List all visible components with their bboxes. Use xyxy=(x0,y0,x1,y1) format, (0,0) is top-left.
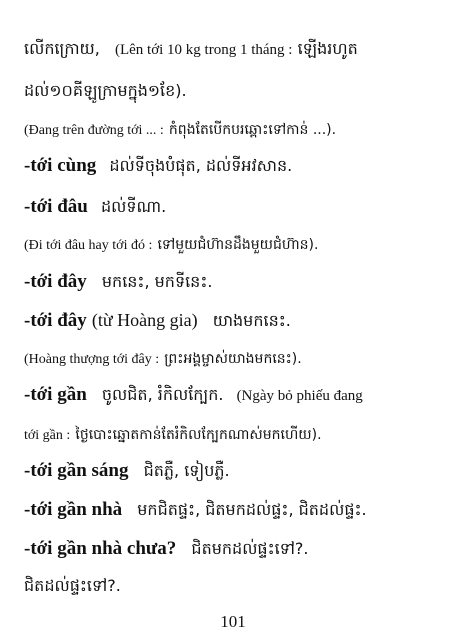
entry-line-13 xyxy=(24,499,452,521)
khmer-translation: ទៅមួយជំហ៊ានដឹងមួយជំហ៊ាន). xyxy=(157,237,319,253)
vietnamese-example: (Đang trên đường tới ... : xyxy=(24,123,164,138)
vietnamese-example: (Hoàng thượng tới đây : xyxy=(24,352,160,367)
headword: -tới gần sáng xyxy=(24,460,129,481)
entry-line-14 xyxy=(24,538,452,560)
khmer-definition: មកនេះ, មកទីនេះ. xyxy=(101,272,213,291)
khmer-translation: ឡើងរហូត xyxy=(297,39,358,58)
usage-note: (từ Hoàng gia) xyxy=(91,310,198,330)
khmer-definition: ជិតភ្លឺ, ទៀបភ្លឺ. xyxy=(143,461,230,480)
entry-line-11 xyxy=(24,425,452,444)
entry-line-4 xyxy=(24,155,452,177)
khmer-translation: ដល់១០គីឡូក្រាមក្នុង១ខែ). xyxy=(24,81,187,100)
entry-line-5 xyxy=(24,196,452,218)
khmer-definition: ដល់ទីណា. xyxy=(100,197,167,216)
khmer-definition: ជិតដល់ផ្ទះទៅ?. xyxy=(24,576,121,595)
entry-line-3 xyxy=(24,120,452,139)
headword: -tới cùng xyxy=(24,155,97,176)
khmer-definition: ចូលជិត, រំកិលក្បែក. xyxy=(101,385,224,404)
entry-line-1 xyxy=(24,40,452,59)
khmer-definition: មកជិតផ្ទះ, ជិតមកដល់ផ្ទះ, ជិតដល់ផ្ទះ. xyxy=(137,500,367,519)
headword: -tới gần nhà chưa? xyxy=(24,538,177,559)
khmer-translation: ព្រះអង្គម្ចាស់យាងមកនេះ). xyxy=(164,351,302,367)
khmer-definition: ជិតមកដល់ផ្ទះទៅ?. xyxy=(191,539,309,558)
entry-line-8 xyxy=(24,310,452,332)
khmer-translation: ថ្ងៃបោះឆ្នោតកាន់តែរំកិលក្បែកណាស់មកហើយ). xyxy=(75,427,322,443)
headword: -tới đây xyxy=(24,310,87,331)
entry-line-9 xyxy=(24,349,452,368)
page-number: 101 xyxy=(220,612,246,631)
headword: -tới gần nhà xyxy=(24,499,123,520)
entry-line-2 xyxy=(24,82,452,100)
vietnamese-example: tới gần : xyxy=(24,428,71,443)
entry-line-15 xyxy=(24,577,452,595)
vietnamese-example: (Ngày bỏ phiếu đang xyxy=(236,388,363,404)
headword: -tới gần xyxy=(24,384,87,405)
vietnamese-example: (Lên tới 10 kg trong 1 tháng : xyxy=(114,42,293,58)
headword: -tới đây xyxy=(24,271,87,292)
khmer-definition: យាងមកនេះ. xyxy=(212,311,291,330)
entry-line-7 xyxy=(24,271,452,293)
entry-line-6 xyxy=(24,235,452,254)
khmer-translation: កំពុងតែបើកបរឆ្ពោះទៅកាន់ ...). xyxy=(168,122,337,138)
headword: -tới đâu xyxy=(24,196,88,217)
vietnamese-example: (Đi tới đâu hay tới đó : xyxy=(24,238,153,253)
khmer-definition: ដល់ទីចុងបំផុត, ដល់ទីអវសាន. xyxy=(109,156,293,175)
khmer-text: លើកក្រោយ, xyxy=(24,39,100,58)
entry-line-12 xyxy=(24,460,452,482)
entry-line-10 xyxy=(24,384,452,406)
